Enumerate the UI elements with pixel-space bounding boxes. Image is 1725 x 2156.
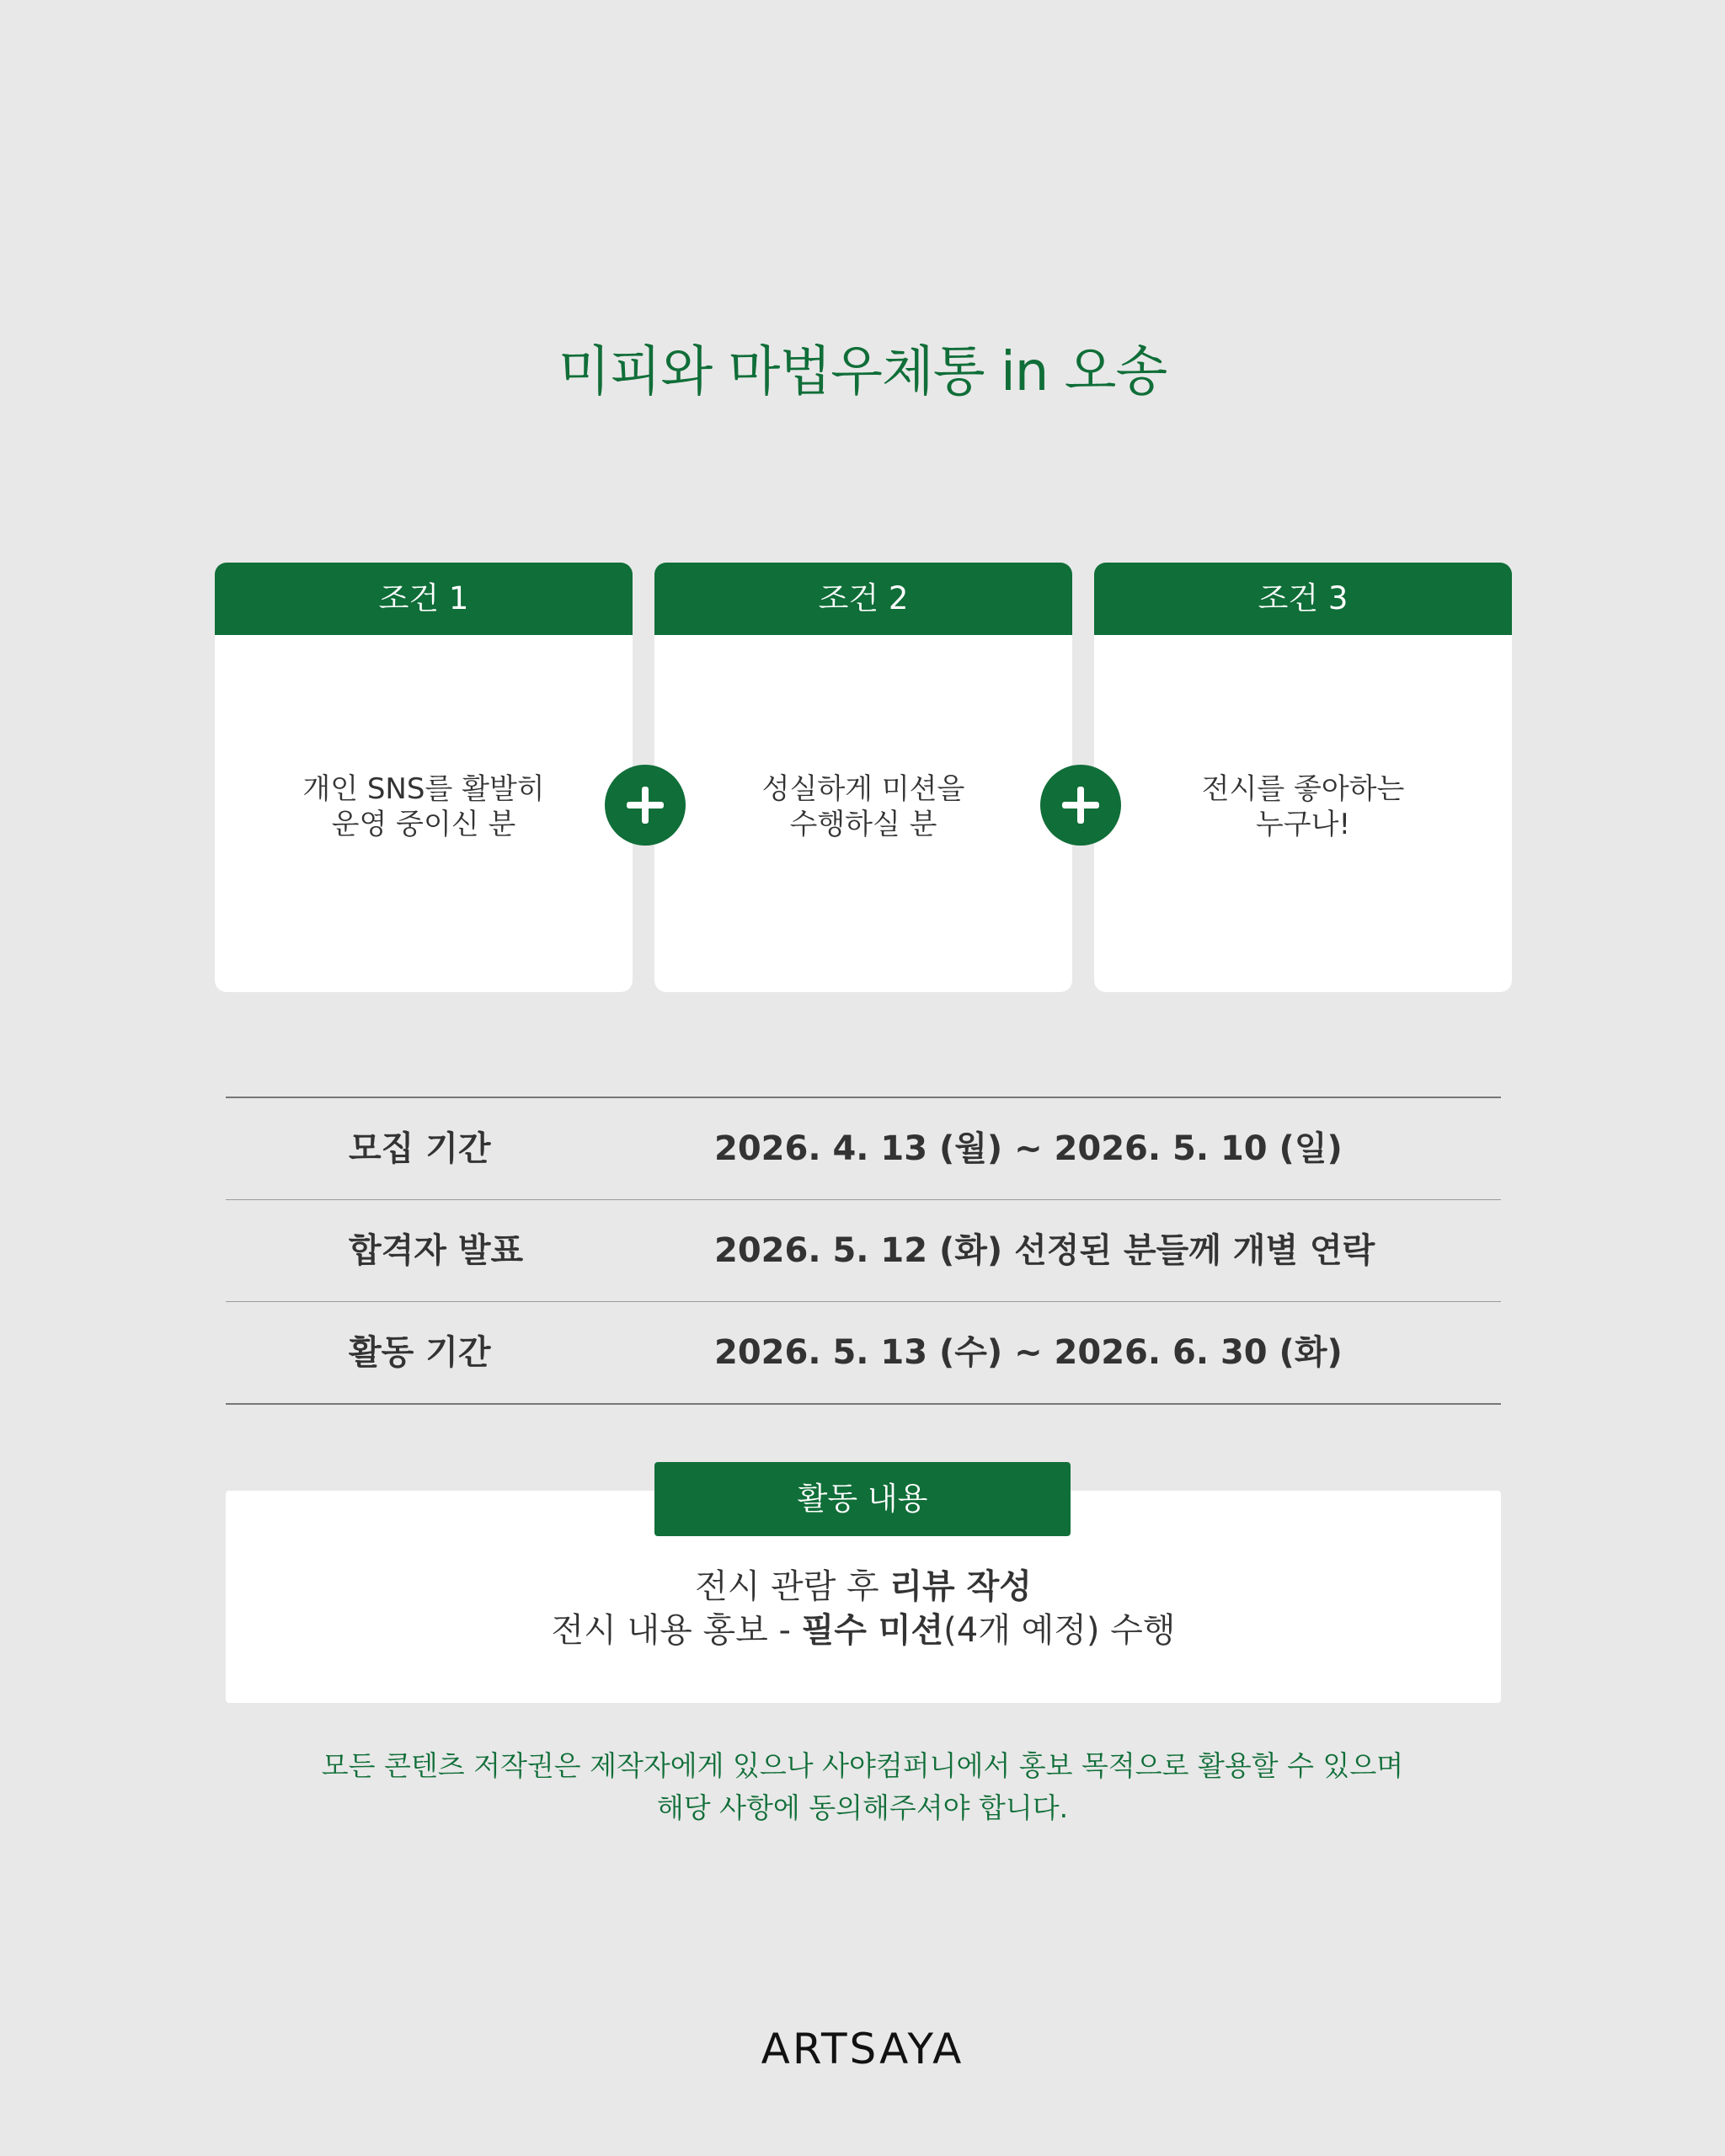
activity-content <box>226 1565 1501 1652</box>
condition-text-line: 성실하게 미션을 <box>761 772 965 806</box>
brand-logo-text: ARTSAYA <box>761 2025 964 2073</box>
notice-line: 모든 콘텐츠 저작권은 제작자에게 있으나 사야컴퍼니에서 홍보 목적으로 활용할 수 있으며 <box>321 1749 1404 1782</box>
page-title: 미피와 마법우체통 in 오송 <box>558 341 1167 403</box>
condition-card-1 <box>215 563 633 992</box>
condition-text-line: 누구나! <box>1255 808 1351 841</box>
activity-text: 전시 내용 홍보 - <box>551 1611 802 1650</box>
condition-text-line: 수행하실 분 <box>789 808 937 841</box>
copyright-notice <box>0 1745 1725 1829</box>
condition-text-line: 개인 SNS를 활발히 <box>302 772 545 806</box>
info-label: 모집 기간 <box>349 1129 491 1168</box>
activity-emphasis: 필수 미션 <box>801 1611 944 1650</box>
notice-line: 해당 사항에 동의해주셔야 합니다. <box>656 1791 1069 1824</box>
condition-card-2 <box>654 563 1072 992</box>
info-value: 2026. 5. 13 (수) ~ 2026. 6. 30 (화) <box>714 1333 1343 1372</box>
info-label: 합격자 발표 <box>349 1231 524 1270</box>
info-row <box>226 1200 1501 1302</box>
condition-body <box>654 635 1072 992</box>
info-row <box>226 1302 1501 1403</box>
info-value: 2026. 4. 13 (월) ~ 2026. 5. 10 (일) <box>714 1129 1343 1168</box>
activity-line-2 <box>226 1609 1501 1652</box>
condition-body <box>1094 635 1512 992</box>
activity-header: 활동 내용 <box>654 1462 1071 1536</box>
condition-text-line: 운영 중이신 분 <box>331 808 516 841</box>
condition-header: 조건 2 <box>654 563 1072 635</box>
info-row <box>226 1098 1501 1200</box>
condition-card-3 <box>1094 563 1512 992</box>
info-label: 활동 기간 <box>349 1333 491 1372</box>
activity-text: (4개 예정) 수행 <box>943 1611 1176 1650</box>
condition-header: 조건 1 <box>215 563 633 635</box>
activity-text: 전시 관람 후 <box>695 1567 890 1606</box>
info-table <box>226 1097 1501 1405</box>
plus-icon <box>605 765 686 846</box>
condition-body <box>215 635 633 992</box>
activity-line-1 <box>226 1565 1501 1609</box>
info-value: 2026. 5. 12 (화) 선정된 분들께 개별 연락 <box>714 1231 1375 1270</box>
plus-icon <box>1040 765 1121 846</box>
condition-header: 조건 3 <box>1094 563 1512 635</box>
activity-emphasis: 리뷰 작성 <box>889 1567 1032 1606</box>
condition-text-line: 전시를 좋아하는 <box>1201 772 1405 806</box>
